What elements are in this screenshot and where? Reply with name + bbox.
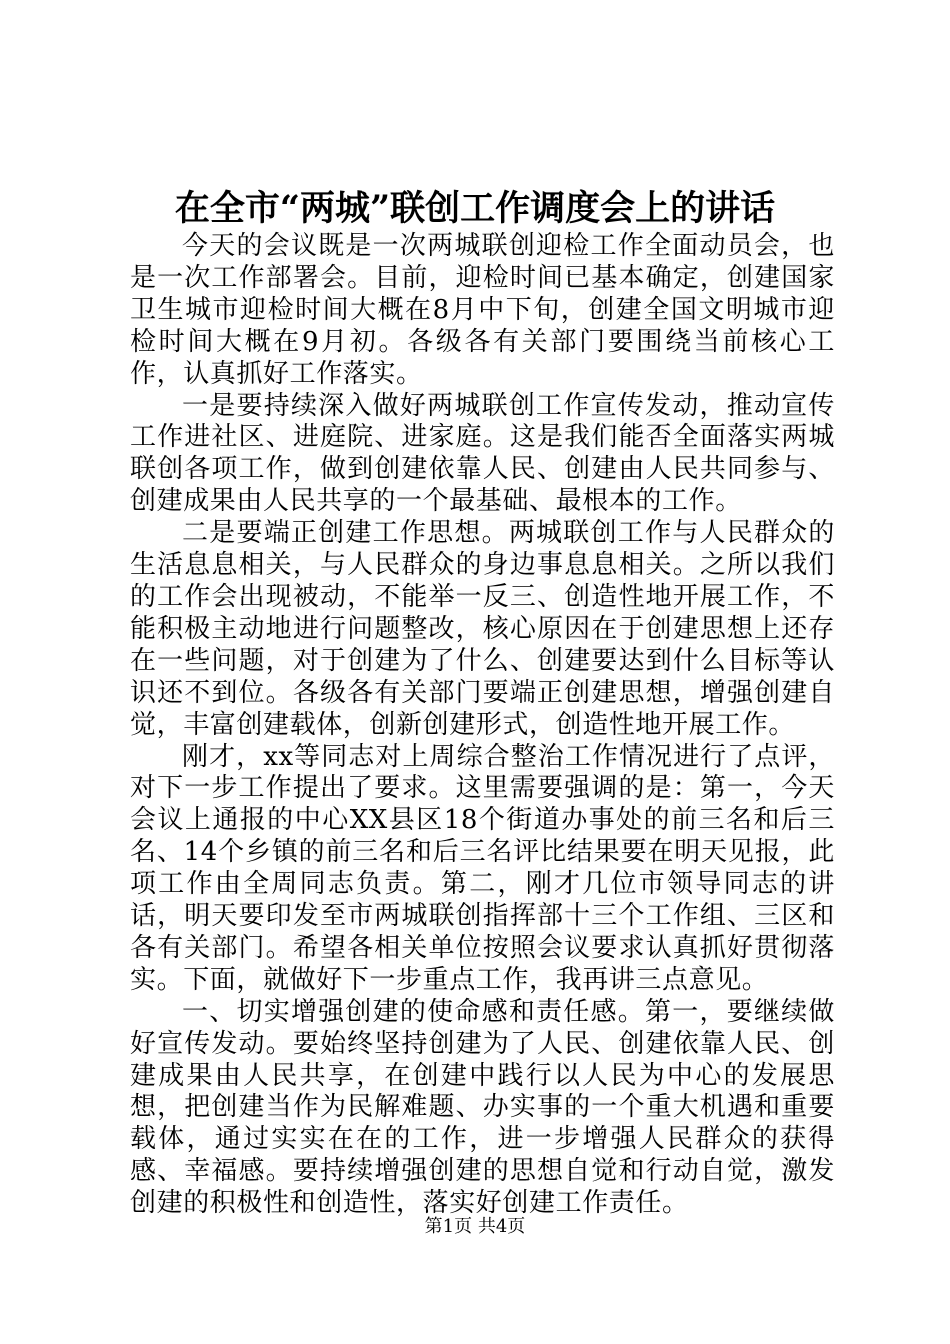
- document-title: 在全市“两城”联创工作调度会上的讲话: [174, 188, 776, 229]
- paragraph-5: 一、切实增强创建的使命感和责任感。第一，要继续做好宣传发动。要始终坚持创建为了人民、创建依靠人民、创建成果由人民共享，在创建中践行以人民为中心的发展思想，把创建当作为民解难题、办实事的一个重大机遇和重要载体，通过实实在在的工作，进一步增强人民群众的获得感、幸福感。要持续增强创建的思想自觉和行动自觉，激发创建的积极性和创造性，落实好创建工作责任。: [130, 996, 835, 1219]
- paragraph-2: 一是要持续深入做好两城联创工作宣传发动，推动宣传工作进社区、进庭院、进家庭。这是我们能否全面落实两城联创各项工作，做到创建依靠人民、创建由人民共同参与、创建成果由人民共享的一个最基础、最根本的工作。: [130, 390, 835, 517]
- page-number: 第1页 共4页: [424, 1216, 526, 1237]
- paragraph-1: 今天的会议既是一次两城联创迎检工作全面动员会，也是一次工作部署会。目前，迎检时间已基本确定，创建国家卫生城市迎检时间大概在8月中下旬，创建全国文明城市迎检时间大概在9月初。各级各有关部门要围绕当前核心工作，认真抓好工作落实。: [130, 231, 835, 389]
- document-body: [130, 231, 835, 1220]
- paragraph-3: 二是要端正创建工作思想。两城联创工作与人民群众的生活息息相关，与人民群众的身边事息息相关。之所以我们的工作会出现被动，不能举一反三、创造性地开展工作，不能积极主动地进行问题整改，核心原因在于创建思想上还存在一些问题，对于创建为了什么、创建要达到什么目标等认识还不到位。各级各有关部门要端正创建思想，增强创建自觉，丰富创建载体，创新创建形式，创造性地开展工作。: [130, 518, 835, 740]
- paragraph-4: 刚才，xx等同志对上周综合整治工作情况进行了点评，对下一步工作提出了要求。这里需要强调的是：第一，今天会议上通报的中心XX县区18个街道办事处的前三名和后三名、14个乡镇的前三名和后三名评比结果要在明天见报，此项工作由全周同志负责。第二，刚才几位市领导同志的讲话，明天要印发至市两城联创指挥部十三个工作组、三区和各有关部门。希望各相关单位按照会议要求认真抓好贯彻落实。下面，就做好下一步重点工作，我再讲三点意见。: [130, 741, 835, 995]
- page-footer: [0, 1215, 950, 1239]
